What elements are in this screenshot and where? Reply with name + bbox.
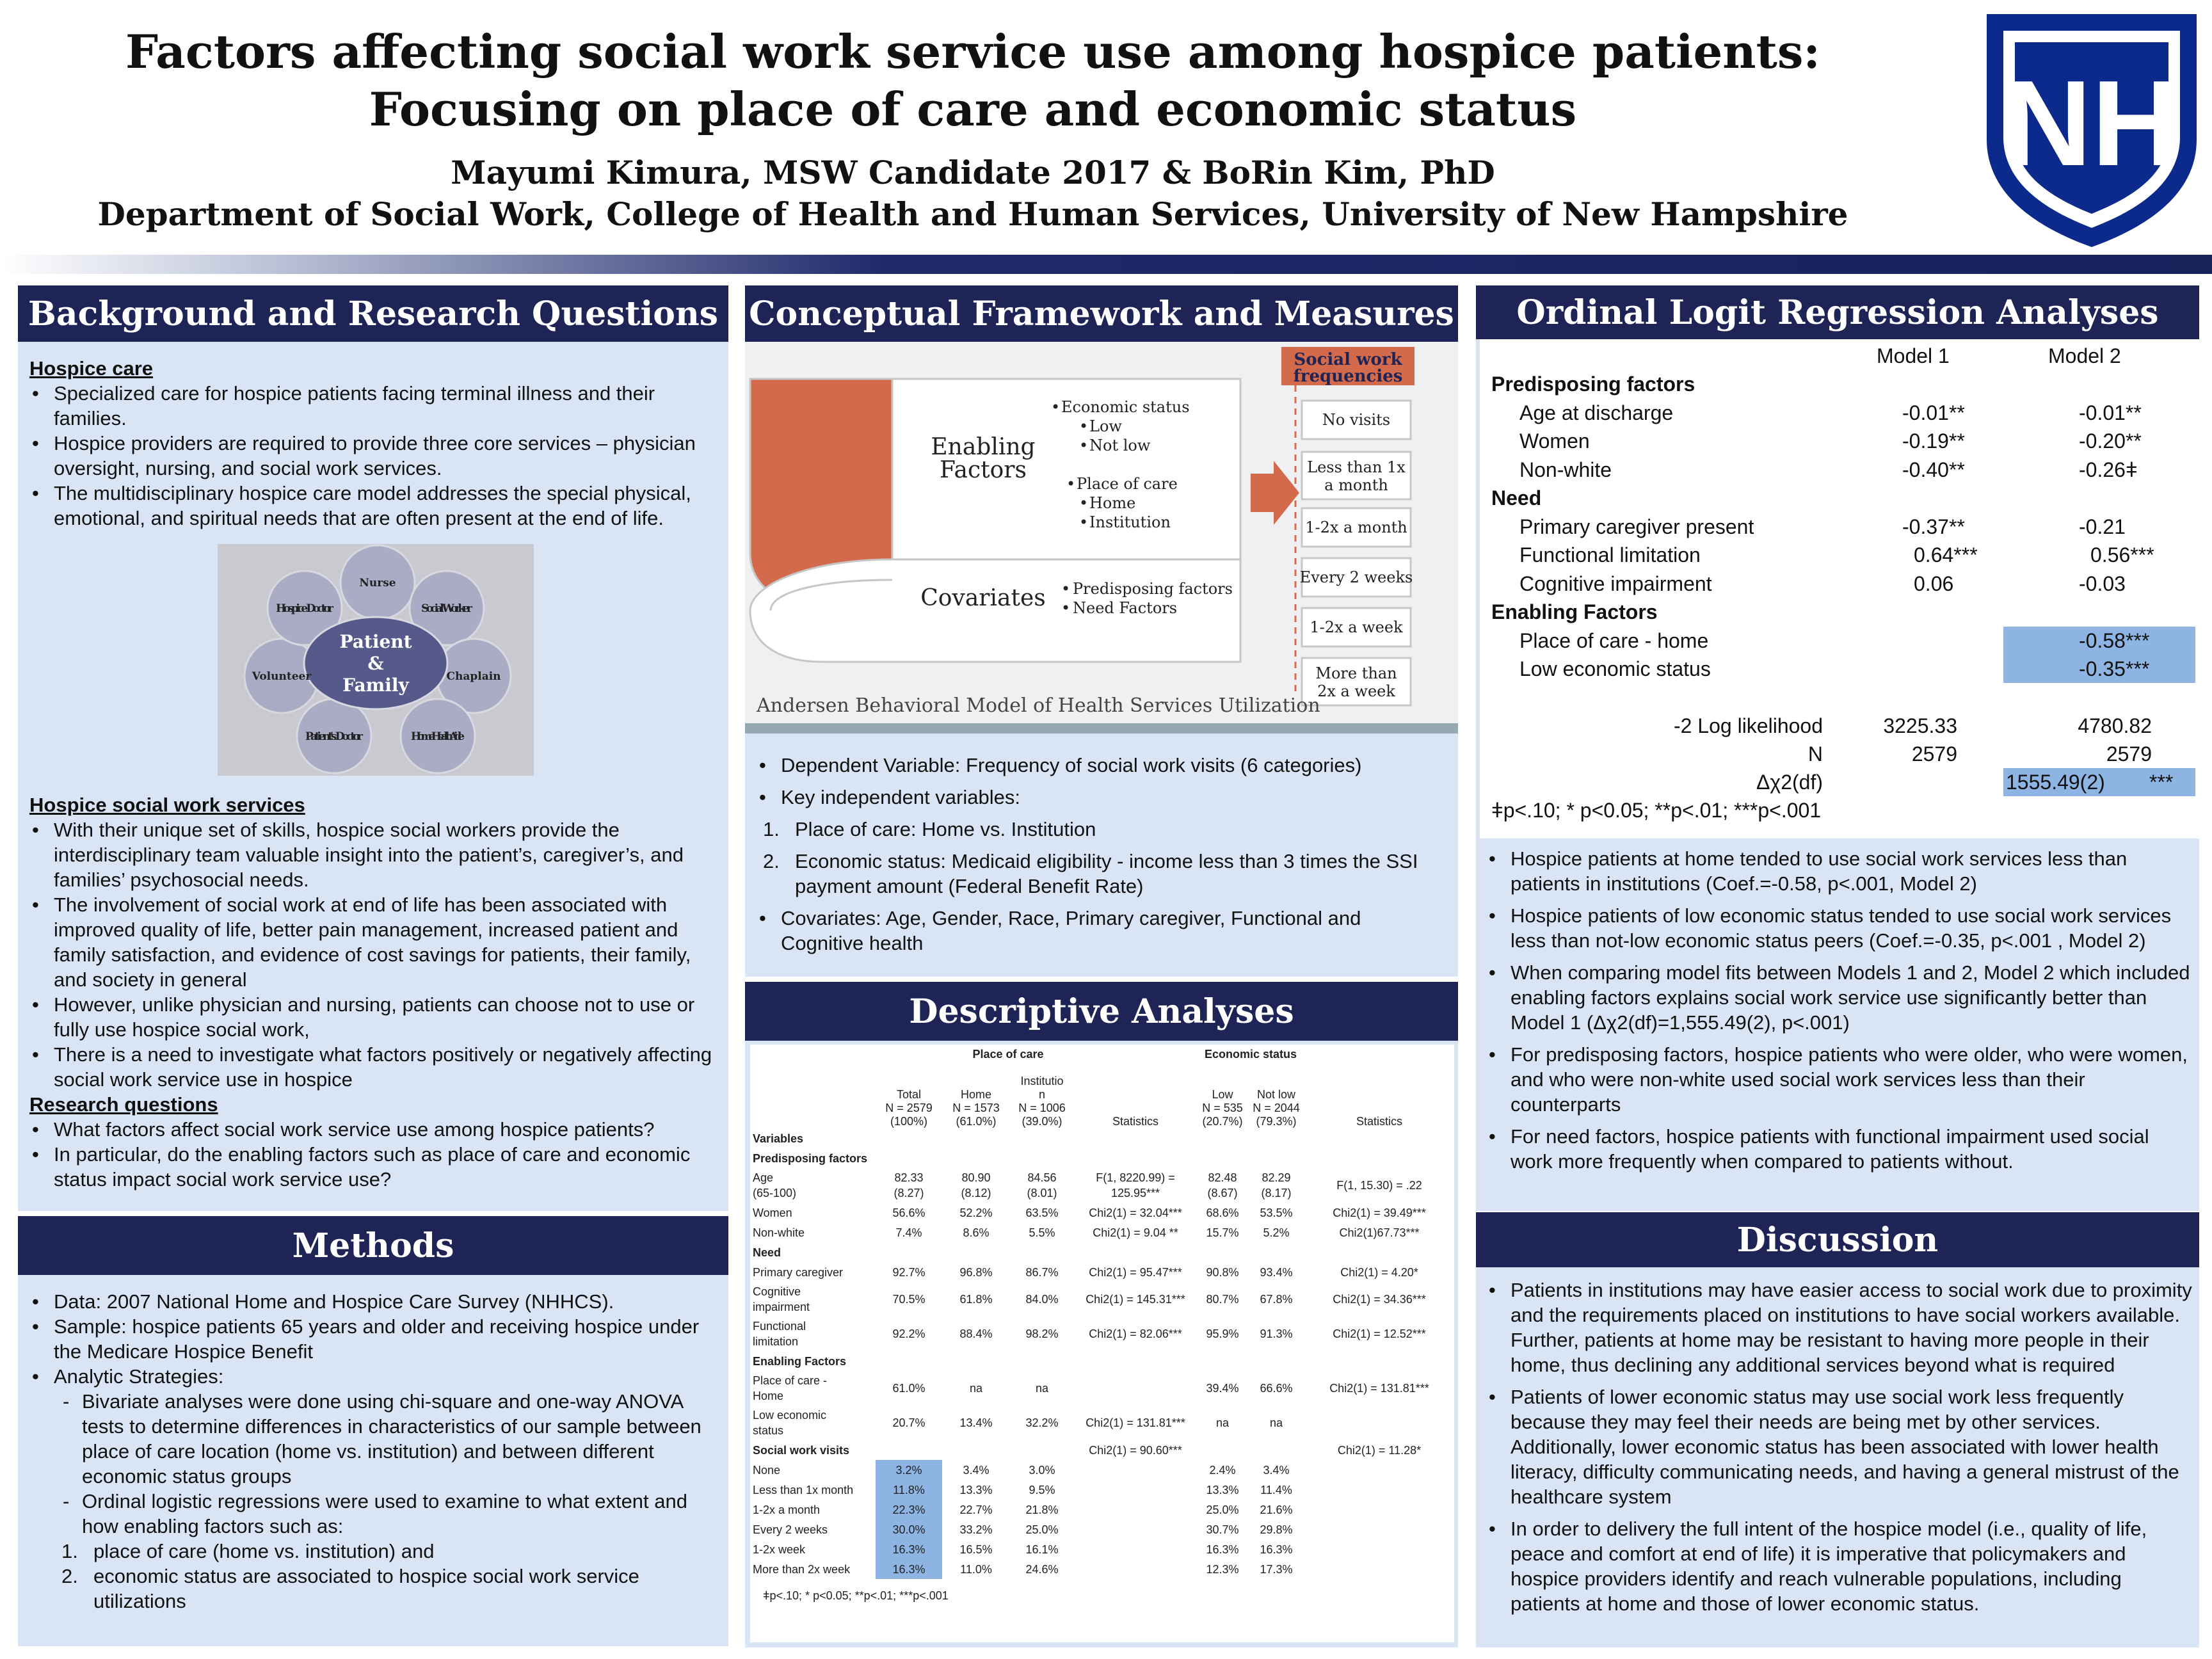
freq-1-2x-month: 1-2x a month [1305, 518, 1407, 536]
covariates-label: Covariates [920, 585, 1046, 611]
table-row [750, 1500, 1454, 1519]
table-cell: 11.8% [876, 1480, 942, 1500]
table-cell: 92.7% [892, 1265, 926, 1279]
table-cell: 22.7% [959, 1503, 993, 1516]
list-item: • In particular, do the enabling factors such as place of care and economic status impact social work service use? [29, 1142, 721, 1192]
place-institution: Institution [1089, 513, 1171, 531]
table-cell: 88.4% [959, 1327, 993, 1340]
table-cell: Chi2(1) = 90.60*** [1089, 1443, 1182, 1457]
table-row [750, 1128, 1454, 1148]
sample-size-model1: 2579 [1911, 742, 1957, 765]
table-cell [1248, 1440, 1304, 1460]
list-item: • However, unlike physician and nursing, patients can choose not to use or fully use hospice social work, [29, 992, 721, 1042]
svg-text:•: • [1079, 417, 1089, 435]
freq-less-than-1x-2: a month [1324, 476, 1388, 494]
row-label: Every 2 weeks [753, 1523, 828, 1536]
list-item: • The multidisciplinary hospice care model addresses the special physical, emotional, and spiritual needs that are often present at the end of life. [29, 481, 721, 531]
petal-home-health-aide: Home Health Aide [411, 730, 465, 743]
table-cell: 24.6% [1025, 1562, 1059, 1576]
table-cell: 70.5% [892, 1293, 926, 1306]
regression-row-label: Low economic status [1519, 657, 1711, 680]
table-cell: F(1, 8220.99) = 125.95*** [1096, 1171, 1175, 1199]
table-cell: 86.7% [1025, 1265, 1059, 1279]
table-cell: 80.90 (8.12) [961, 1171, 991, 1199]
table-cell: Chi2(1) = 9.04 ** [1093, 1226, 1178, 1239]
list-item: - Ordinal logistic regressions were used to examine to what extent and how enabling factors such as: [29, 1489, 721, 1539]
poster-title-line2: Focusing on place of care and economic status [369, 82, 1577, 136]
methods-heading: Methods [18, 1216, 728, 1275]
table-cell: 90.8% [1206, 1265, 1239, 1279]
row-label: Social work visits [753, 1443, 850, 1457]
log-likelihood-label: -2 Log likelihood [1673, 714, 1823, 737]
model1-header: Model 1 [1877, 344, 1950, 367]
table-cell [1010, 1440, 1074, 1460]
group-economic-status: Economic status [1204, 1048, 1297, 1061]
table-cell: 25.0% [1206, 1503, 1239, 1516]
sample-size-model2: 2579 [2106, 742, 2152, 765]
table-row [750, 1168, 1454, 1203]
regression-row-label: Women [1519, 429, 1590, 453]
table-note: ǂp<.10; * p<0.05; **p<.01; ***p<.001 [763, 1589, 949, 1602]
table-cell [1304, 1539, 1454, 1559]
table-cell [942, 1440, 1010, 1460]
table-cell [1074, 1371, 1197, 1406]
list-item: 2. Economic status: Medicaid eligibility - income less than 3 times the SSI payment amount (Federal Benefit Rate) [757, 849, 1448, 899]
table-cell: 3.4% [1263, 1463, 1290, 1477]
freq-1-2x-week: 1-2x a week [1310, 618, 1403, 636]
sample-size-label: N [1807, 742, 1823, 765]
diagram-center-1: Patient [339, 631, 412, 652]
table-cell: 53.5% [1260, 1206, 1293, 1219]
regression-row-label: Functional limitation [1519, 543, 1701, 566]
column-header: Statistics [1356, 1115, 1403, 1128]
row-label: Place of care - Home [753, 1374, 828, 1402]
regression-row-label: Enabling Factors [1491, 600, 1658, 623]
table-cell: 61.8% [959, 1293, 993, 1306]
table-cell: Chi2(1) = 34.36*** [1333, 1293, 1426, 1306]
poster-title-line1: Factors affecting social work service use among hospice patients: [125, 24, 1820, 79]
table-cell: 13.4% [959, 1416, 993, 1429]
regression-row-label: Predisposing factors [1491, 373, 1695, 396]
list-item: • When comparing model fits between Models 1 and 2, Model 2 which included enabling factors explains social work service use significantly better than Model 1 (Δχ2(df)=1,555.49(2), p<.001) [1486, 960, 2193, 1035]
log-likelihood-model1: 3225.33 [1883, 714, 1957, 737]
table-cell: 3.2% [876, 1460, 942, 1480]
discussion-heading: Discussion [1476, 1212, 2199, 1267]
table-cell: na [1035, 1382, 1049, 1395]
table-cell: 7.4% [895, 1226, 922, 1239]
table-row [750, 1460, 1454, 1480]
row-label: Predisposing factors [753, 1151, 868, 1165]
table-cell: 82.48 (8.67) [1207, 1171, 1238, 1199]
model1-value: -0.40** [1902, 458, 1965, 481]
table-cell: 66.6% [1260, 1382, 1293, 1395]
andersen-model-diagram [745, 342, 1458, 733]
social-work-text [29, 792, 721, 1192]
list-item: - Bivariate analyses were done using chi-square and one-way ANOVA tests to determine differences in characteristics of our sample between place of care location (home vs. institution) and between different economic status groups [29, 1389, 721, 1489]
table-cell: Chi2(1) = 11.28* [1337, 1443, 1422, 1457]
table-cell: 15.7% [1206, 1226, 1239, 1239]
descriptive-table-container [750, 1045, 1454, 1642]
model2-value: -0.35*** [2079, 657, 2150, 680]
table-cell: 20.7% [892, 1416, 926, 1429]
descriptive-heading: Descriptive Analyses [745, 982, 1458, 1041]
regression-row-label: Need [1491, 486, 1542, 509]
table-row [750, 1480, 1454, 1500]
table-cell: 21.8% [1025, 1503, 1059, 1516]
column-header: Statistics [1112, 1115, 1159, 1128]
table-cell [1074, 1500, 1197, 1519]
regression-note: ǂp<.10; * p<0.05; **p<.01; ***p<.001 [1491, 798, 1822, 822]
row-label: Less than 1x month [753, 1483, 854, 1496]
table-cell: 3.4% [963, 1463, 990, 1477]
ordinal-results-text [1486, 846, 2193, 1174]
table-row [750, 1519, 1454, 1539]
table-cell: Chi2(1) = 145.31*** [1086, 1293, 1185, 1306]
chi-label: Δχ2(df) [1756, 770, 1823, 794]
table-cell: 13.3% [1206, 1483, 1239, 1496]
table-row [750, 1539, 1454, 1559]
list-item: 1. place of care (home vs. institution) and [29, 1539, 721, 1564]
list-item: • Patients of lower economic status may use social work less frequently because they may feel their needs are being met by other services. Additionally, lower economic status has been associated with lower health literacy, difficulty communicating needs, and having a general mistrust of the healthcare system [1486, 1384, 2193, 1509]
table-cell: 98.2% [1025, 1327, 1059, 1340]
table-cell: 17.3% [1260, 1562, 1293, 1576]
table-cell: 39.4% [1206, 1382, 1239, 1395]
table-row [750, 1371, 1454, 1406]
petal-social-worker: Social Worker [421, 602, 472, 615]
table-group-row [750, 1045, 1454, 1064]
background-heading: Background and Research Questions [18, 285, 728, 342]
table-cell [1074, 1460, 1197, 1480]
table-cell [1074, 1539, 1197, 1559]
list-item: • Dependent Variable: Frequency of social work visits (6 categories) [757, 753, 1448, 778]
table-cell: 5.2% [1263, 1226, 1290, 1239]
regression-row-label: Cognitive impairment [1519, 572, 1712, 595]
model2-value: -0.03 [2079, 572, 2126, 595]
table-cell: 16.3% [1260, 1543, 1293, 1556]
row-label: Age (65-100) [753, 1171, 797, 1199]
column-header: Low N = 535 (20.7%) [1202, 1088, 1243, 1128]
row-label: More than 2x week [753, 1562, 851, 1576]
table-row [750, 1282, 1454, 1317]
predisposing-factors: Predisposing factors [1073, 580, 1233, 598]
measures-text [757, 753, 1448, 956]
econ-not-low: Not low [1089, 437, 1151, 454]
table-note-row [750, 1579, 1454, 1612]
svg-text:•: • [1079, 437, 1089, 454]
table-cell: Chi2(1) = 131.81*** [1086, 1416, 1185, 1429]
table-cell [1074, 1480, 1197, 1500]
row-label: Non-white [753, 1226, 805, 1239]
row-label: Enabling Factors [753, 1354, 847, 1368]
list-item: • With their unique set of skills, hospice social workers provide the interdisciplinary team valuable insight into the patient’s, caregiver’s, and families’ psychosocial needs. [29, 817, 721, 892]
petal-nurse: Nurse [359, 577, 396, 589]
list-item: • Analytic Strategies: [29, 1364, 721, 1389]
model2-value: -0.21 [2079, 515, 2126, 538]
model1-value: -0.37** [1902, 515, 1965, 538]
freq-every-2-weeks: Every 2 weeks [1299, 568, 1413, 586]
table-cell: 16.3% [876, 1559, 942, 1579]
petal-hospice-doctor: Hospice Doctor [276, 602, 333, 615]
table-cell: 84.0% [1025, 1293, 1059, 1306]
table-cell [1304, 1500, 1454, 1519]
svg-text:•: • [1066, 475, 1076, 493]
model1-value: -0.01** [1902, 401, 1965, 424]
table-row [750, 1203, 1454, 1222]
table-cell: 16.1% [1025, 1543, 1059, 1556]
department: Department of Social Work, College of Health and Human Services, University of New Hampshire [97, 195, 1848, 233]
table-cell: Chi2(1) = 131.81*** [1329, 1382, 1429, 1395]
enabling-factors-1: Enabling [931, 434, 1036, 460]
regression-row-label: Age at discharge [1519, 401, 1674, 424]
hospice-care-heading: Hospice care [29, 357, 153, 380]
table-cell [1304, 1460, 1454, 1480]
table-cell: 80.7% [1206, 1293, 1239, 1306]
table-cell: 16.5% [959, 1543, 993, 1556]
econ-status: Economic status [1061, 398, 1190, 416]
model-caption: Andersen Behavioral Model of Health Services Utilization [757, 694, 1320, 717]
descriptive-table [750, 1045, 1454, 1612]
svg-text:•: • [1079, 513, 1089, 531]
table-cell: 30.7% [1206, 1523, 1239, 1536]
framework-heading: Conceptual Framework and Measures [745, 285, 1458, 342]
table-cell: 16.3% [876, 1539, 942, 1559]
table-cell: 11.0% [960, 1562, 992, 1576]
petal-patients-doctor: Patient's Doctor [305, 730, 363, 743]
row-label: Functional limitation [753, 1320, 806, 1348]
sw-frequencies-title-2: frequencies [1293, 367, 1403, 386]
row-label: 1-2x week [753, 1543, 806, 1556]
svg-text:•: • [1061, 580, 1071, 598]
table-cell: 93.4% [1260, 1265, 1293, 1279]
table-row [750, 1148, 1454, 1168]
table-cell: 5.5% [1029, 1226, 1055, 1239]
list-item: • Hospice patients of low economic status tended to use social work services less than not-low economic status peers (Coef.=-0.35, p<.001 , Model 2) [1486, 903, 2193, 953]
row-label: Women [753, 1206, 792, 1219]
table-cell: 21.6% [1260, 1503, 1293, 1516]
diagram-center-2: & [367, 653, 384, 674]
column-header: Home N = 1573 (61.0%) [952, 1088, 1000, 1128]
table-cell: 95.9% [1206, 1327, 1239, 1340]
regression-row-label: Non-white [1519, 458, 1612, 481]
econ-low: Low [1089, 417, 1122, 435]
table-cell: na [1269, 1416, 1283, 1429]
table-cell: na [969, 1382, 983, 1395]
table-cell: 63.5% [1025, 1206, 1059, 1219]
table-cell: 30.0% [876, 1519, 942, 1539]
logo-text: NH [2003, 56, 2180, 191]
model1-value: 0.64*** [1914, 543, 1978, 566]
petal-chaplain: Chaplain [446, 670, 501, 683]
freq-more-than-2x-1: More than [1315, 664, 1397, 682]
table-cell: na [1215, 1416, 1230, 1429]
table-cell: 2.4% [1209, 1463, 1236, 1477]
header-divider-band [0, 255, 2212, 274]
place-of-care: Place of care [1077, 475, 1178, 493]
table-cell [1074, 1559, 1197, 1579]
row-label: Need [753, 1246, 781, 1259]
authors: Mayumi Kimura, MSW Candidate 2017 & BoRin Kim, PhD [451, 154, 1495, 191]
list-item: • Hospice providers are required to provide three core services – physician oversight, nursing, and social work services. [29, 431, 721, 481]
research-questions-heading: Research questions [29, 1093, 218, 1116]
row-label: Variables [753, 1132, 804, 1145]
regression-row-label: Place of care - home [1519, 629, 1709, 652]
table-row [750, 1242, 1454, 1262]
table-cell: 84.56 (8.01) [1027, 1171, 1057, 1199]
model2-value: -0.01** [2079, 401, 2142, 424]
list-item: • There is a need to investigate what factors positively or negatively affecting social work service use in hospice [29, 1042, 721, 1092]
table-cell: 29.8% [1260, 1523, 1293, 1536]
svg-text:•: • [1061, 599, 1071, 617]
list-item: • Sample: hospice patients 65 years and older and receiving hospice under the Medicare Hospice Benefit [29, 1314, 721, 1364]
column-header: Total N = 2579 (100%) [885, 1088, 933, 1128]
model1-value: 0.06 [1914, 572, 1954, 595]
table-cell: 96.8% [959, 1265, 993, 1279]
table-cell: 82.33 (8.27) [894, 1171, 924, 1199]
need-factors: Need Factors [1073, 599, 1178, 617]
list-item: 1. Place of care: Home vs. Institution [757, 817, 1448, 842]
model2-value: -0.20** [2079, 429, 2142, 453]
list-item: • Specialized care for hospice patients facing terminal illness and their families. [29, 381, 721, 431]
model1-value: -0.19** [1902, 429, 1965, 453]
model2-value: -0.26ǂ [2079, 458, 2138, 481]
table-cell: 11.4% [1260, 1483, 1292, 1496]
table-cell [1304, 1480, 1454, 1500]
table-row [750, 1406, 1454, 1440]
petal-volunteer: Volunteer [252, 670, 312, 683]
freq-no-visits: No visits [1322, 411, 1391, 429]
social-work-heading: Hospice social work services [29, 794, 305, 816]
table-cell: F(1, 15.30) = .22 [1336, 1179, 1422, 1192]
table-cell: 22.3% [876, 1500, 942, 1519]
chi-value: 1555.49(2) [2006, 770, 2105, 794]
ordinal-heading: Ordinal Logit Regression Analyses [1476, 285, 2199, 339]
table-row [750, 1559, 1454, 1579]
list-item: • What factors affect social work service use among hospice patients? [29, 1117, 721, 1142]
table-cell: 25.0% [1025, 1523, 1059, 1536]
row-label: Primary caregiver [753, 1265, 844, 1279]
list-item: • Covariates: Age, Gender, Race, Primary caregiver, Functional and Cognitive health [757, 906, 1448, 956]
list-item: 2. economic status are associated to hospice social work service utilizations [29, 1564, 721, 1614]
list-item: • Patients in institutions may have easier access to social work due to proximity and the requirements placed on institutions to have social workers available. Further, patients at home may be resistant to having more people in their home, thus declining any additional services beyond what is required [1486, 1278, 2193, 1377]
table-cell [1074, 1519, 1197, 1539]
log-likelihood-model2: 4780.82 [2078, 714, 2152, 737]
chi-significance: *** [2149, 770, 2174, 794]
list-item: • Data: 2007 National Home and Hospice Care Survey (NHHCS). [29, 1289, 721, 1314]
regression-row-label: Primary caregiver present [1519, 515, 1754, 538]
sw-frequencies-title-1: Social work [1294, 350, 1402, 369]
table-cell: Chi2(1) = 4.20* [1340, 1265, 1418, 1279]
table-cell: 52.2% [959, 1206, 993, 1219]
svg-text:•: • [1079, 494, 1089, 512]
list-item: • For predisposing factors, hospice patients who were older, who were women, and who were non-white used social work services less than their counterparts [1486, 1042, 2193, 1117]
table-cell: 16.3% [1206, 1543, 1239, 1556]
table-cell: 82.29 (8.17) [1261, 1171, 1292, 1199]
table-row [750, 1351, 1454, 1371]
enabling-factors-2: Factors [940, 457, 1027, 483]
table-cell [1304, 1559, 1454, 1579]
table-cell: 92.2% [892, 1327, 926, 1340]
table-cell [1304, 1519, 1454, 1539]
table-cell: 3.0% [1029, 1463, 1055, 1477]
table-cell: 33.2% [959, 1523, 993, 1536]
table-cell: 9.5% [1029, 1483, 1055, 1496]
freq-more-than-2x-2: 2x a week [1317, 682, 1395, 700]
table-cell [876, 1440, 942, 1460]
model2-value: -0.58*** [2079, 629, 2150, 652]
table-cell: Chi2(1) = 95.47*** [1089, 1265, 1182, 1279]
unh-shield-logo [1982, 12, 2202, 250]
row-label: None [753, 1463, 781, 1477]
table-cell [1197, 1440, 1248, 1460]
table-cell: 12.3% [1206, 1562, 1239, 1576]
table-row [750, 1317, 1454, 1351]
hospice-team-diagram [218, 544, 534, 776]
discussion-text [1486, 1278, 2193, 1616]
table-header-row [750, 1064, 1454, 1128]
table-cell: Chi2(1)67.73*** [1339, 1226, 1420, 1239]
list-item: • For need factors, hospice patients with functional impairment used social work more frequently when compared to patients without. [1486, 1124, 2193, 1174]
background-text [29, 356, 721, 531]
list-item: • Hospice patients at home tended to use social work services less than patients in institutions (Coef.=-0.58, p<.001, Model 2) [1486, 846, 2193, 896]
freq-less-than-1x-1: Less than 1x [1307, 458, 1406, 476]
table-cell: 67.8% [1260, 1293, 1293, 1306]
table-row [750, 1222, 1454, 1242]
group-place-of-care: Place of care [972, 1048, 1044, 1061]
methods-text [29, 1289, 721, 1614]
ordinal-regression-table [1480, 339, 2199, 838]
column-header: Not low N = 2044 (79.3%) [1253, 1088, 1300, 1128]
list-item: • Key independent variables: [757, 785, 1448, 810]
table-cell [1304, 1406, 1454, 1440]
table-cell: 8.6% [963, 1226, 990, 1239]
svg-text:•: • [1051, 398, 1061, 416]
row-label: 1-2x a month [753, 1503, 821, 1516]
model2-value: 0.56*** [2090, 543, 2154, 566]
row-label: Low economic status [753, 1409, 827, 1437]
table-cell: Chi2(1) = 82.06*** [1089, 1327, 1182, 1340]
table-cell: 13.3% [959, 1483, 993, 1496]
list-item: • In order to delivery the full intent of the hospice model (i.e., quality of life, peace and comfort at end of life) it is imperative that policymakers and hospice providers identify and reach vulnerable populations, including patients at home and those of lower economic status. [1486, 1516, 2193, 1616]
table-cell: 56.6% [892, 1206, 926, 1219]
table-cell: Chi2(1) = 39.49*** [1333, 1206, 1426, 1219]
table-cell: 32.2% [1025, 1416, 1059, 1429]
model2-header: Model 2 [2048, 344, 2121, 367]
table-cell: Chi2(1) = 12.52*** [1333, 1327, 1426, 1340]
table-row [750, 1262, 1454, 1282]
column-header: Institutio n N = 1006 (39.0%) [1018, 1075, 1066, 1128]
row-label: Cognitive impairment [753, 1285, 810, 1313]
table-cell: 61.0% [892, 1382, 926, 1395]
place-home: Home [1089, 494, 1136, 512]
list-item: • The involvement of social work at end of life has been associated with improved quality of life, better pain management, increased patient and family satisfaction, and evidence of cost savings for patients, their family, and society in general [29, 892, 721, 992]
table-cell: 91.3% [1260, 1327, 1293, 1340]
diagram-center-3: Family [342, 675, 409, 696]
table-cell: Chi2(1) = 32.04*** [1089, 1206, 1182, 1219]
table-cell: 68.6% [1206, 1206, 1239, 1219]
table-row [750, 1440, 1454, 1460]
